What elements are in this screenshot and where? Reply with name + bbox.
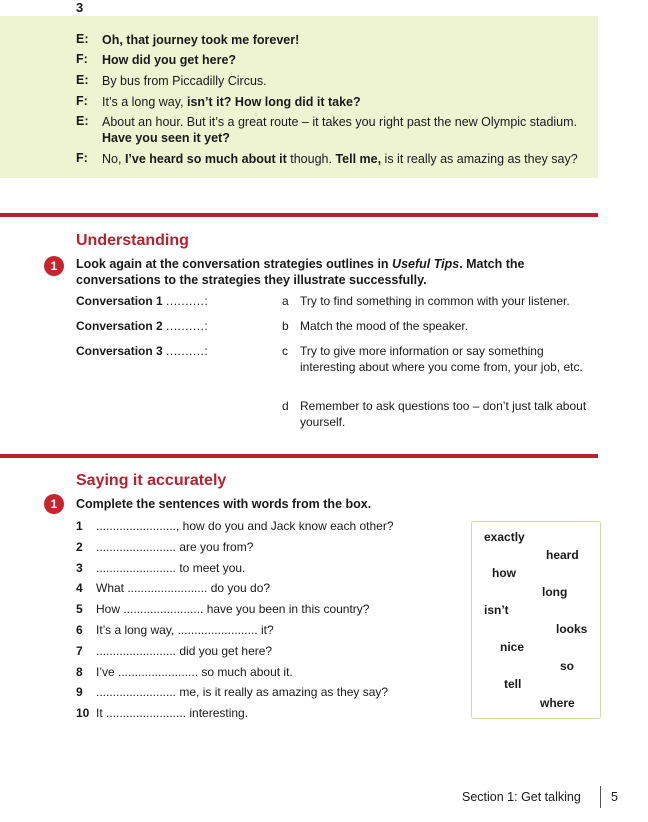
option-letter: a: [282, 294, 289, 308]
speaker-label: F:: [76, 52, 88, 66]
dialogue-line: How did you get here?: [102, 53, 237, 67]
sentence-text: ........................, how do you and Jack know each other?: [96, 519, 394, 533]
speaker-label: F:: [76, 94, 88, 108]
sentence-text: How ........................ have you been in this country?: [96, 602, 370, 617]
sentence-text: ........................ to meet you.: [96, 560, 246, 575]
word-item: looks: [556, 622, 588, 636]
word-item: heard: [546, 548, 579, 562]
option-text: Remember to ask questions too – don’t just talk about yourself.: [300, 399, 587, 429]
accurately-instruction: Complete the sentences with words from the box.: [76, 497, 372, 511]
conversation-item: Conversation 2 ..........:: [76, 319, 209, 333]
dialogue-line: By bus from Piccadilly Circus.: [102, 74, 267, 88]
sentence-text: It ........................ interesting.: [96, 706, 249, 721]
option-letter: b: [282, 319, 289, 333]
word-item: so: [560, 659, 575, 673]
sentence-number: 3: [76, 560, 83, 575]
speaker-label: F:: [76, 151, 88, 165]
dialogue-line: No, I’ve heard so much about it though. Tell me, is it really as amazing as they say?: [102, 152, 578, 166]
understanding-heading: Understanding: [76, 232, 189, 249]
word-item: exactly: [484, 530, 525, 544]
sentence-text: I’ve ........................ so much about it.: [96, 664, 293, 679]
understanding-instruction: Look again at the conversation strategies outlines in Useful Tips. Match the conversations to the strategies they illustrate successfully.: [76, 257, 525, 287]
exercise-badge: 1: [44, 256, 64, 276]
section-divider: [0, 454, 598, 458]
option-letter: c: [282, 344, 288, 358]
sentence-number: 2: [76, 539, 83, 554]
word-box: [471, 521, 601, 719]
accurately-heading: Saying it accurately: [76, 472, 227, 489]
word-item: tell: [504, 677, 522, 691]
sentence-number: 8: [76, 664, 83, 679]
speaker-label: E:: [76, 114, 89, 128]
option-text: Try to give more information or say something interesting about where you come from, your job, etc.: [300, 344, 583, 374]
word-item: nice: [500, 640, 525, 654]
sentence-number: 7: [76, 643, 83, 658]
conversation-item: Conversation 3 ..........:: [76, 344, 209, 358]
sentence-number: 6: [76, 623, 83, 637]
word-item: where: [540, 696, 575, 710]
dialogue-line: Oh, that journey took me forever!: [102, 33, 300, 47]
option-text: Try to find something in common with your listener.: [300, 294, 570, 308]
sentence-text: ........................ are you from?: [96, 539, 254, 554]
speaker-label: E:: [76, 73, 89, 87]
sentence-number: 4: [76, 581, 83, 596]
speaker-label: E:: [76, 32, 89, 46]
sentence-text: It’s a long way, ........................ it?: [96, 623, 274, 637]
sentence-number: 10: [76, 706, 90, 721]
sentence-number: 5: [76, 602, 83, 617]
word-item: long: [542, 585, 568, 599]
page-number: 5: [611, 790, 618, 804]
footer-divider: [600, 786, 601, 808]
dialogue-line: About an hour. But it’s a great route – it takes you right past the new Olympic stadium. Have you seen it yet?: [102, 115, 578, 145]
sentence-text: ........................ did you get here?: [96, 643, 273, 658]
option-text: Match the mood of the speaker.: [300, 319, 469, 333]
footer-section: Section 1: Get talking: [462, 790, 581, 804]
exercise-badge: 1: [44, 494, 64, 514]
sentence-text: What ........................ do you do?: [96, 581, 271, 596]
word-item: how: [492, 566, 516, 580]
sentence-number: 1: [76, 519, 83, 533]
exercise-number: 3: [76, 0, 84, 15]
option-letter: d: [282, 399, 289, 413]
conversation-item: Conversation 1 ..........:: [76, 294, 209, 308]
sentence-text: ........................ me, is it really as amazing as they say?: [96, 685, 389, 700]
section-divider: [0, 213, 598, 217]
sentence-number: 9: [76, 685, 83, 700]
dialogue-line: It’s a long way, isn’t it? How long did it take?: [102, 95, 361, 109]
word-item: isn’t: [484, 603, 509, 617]
